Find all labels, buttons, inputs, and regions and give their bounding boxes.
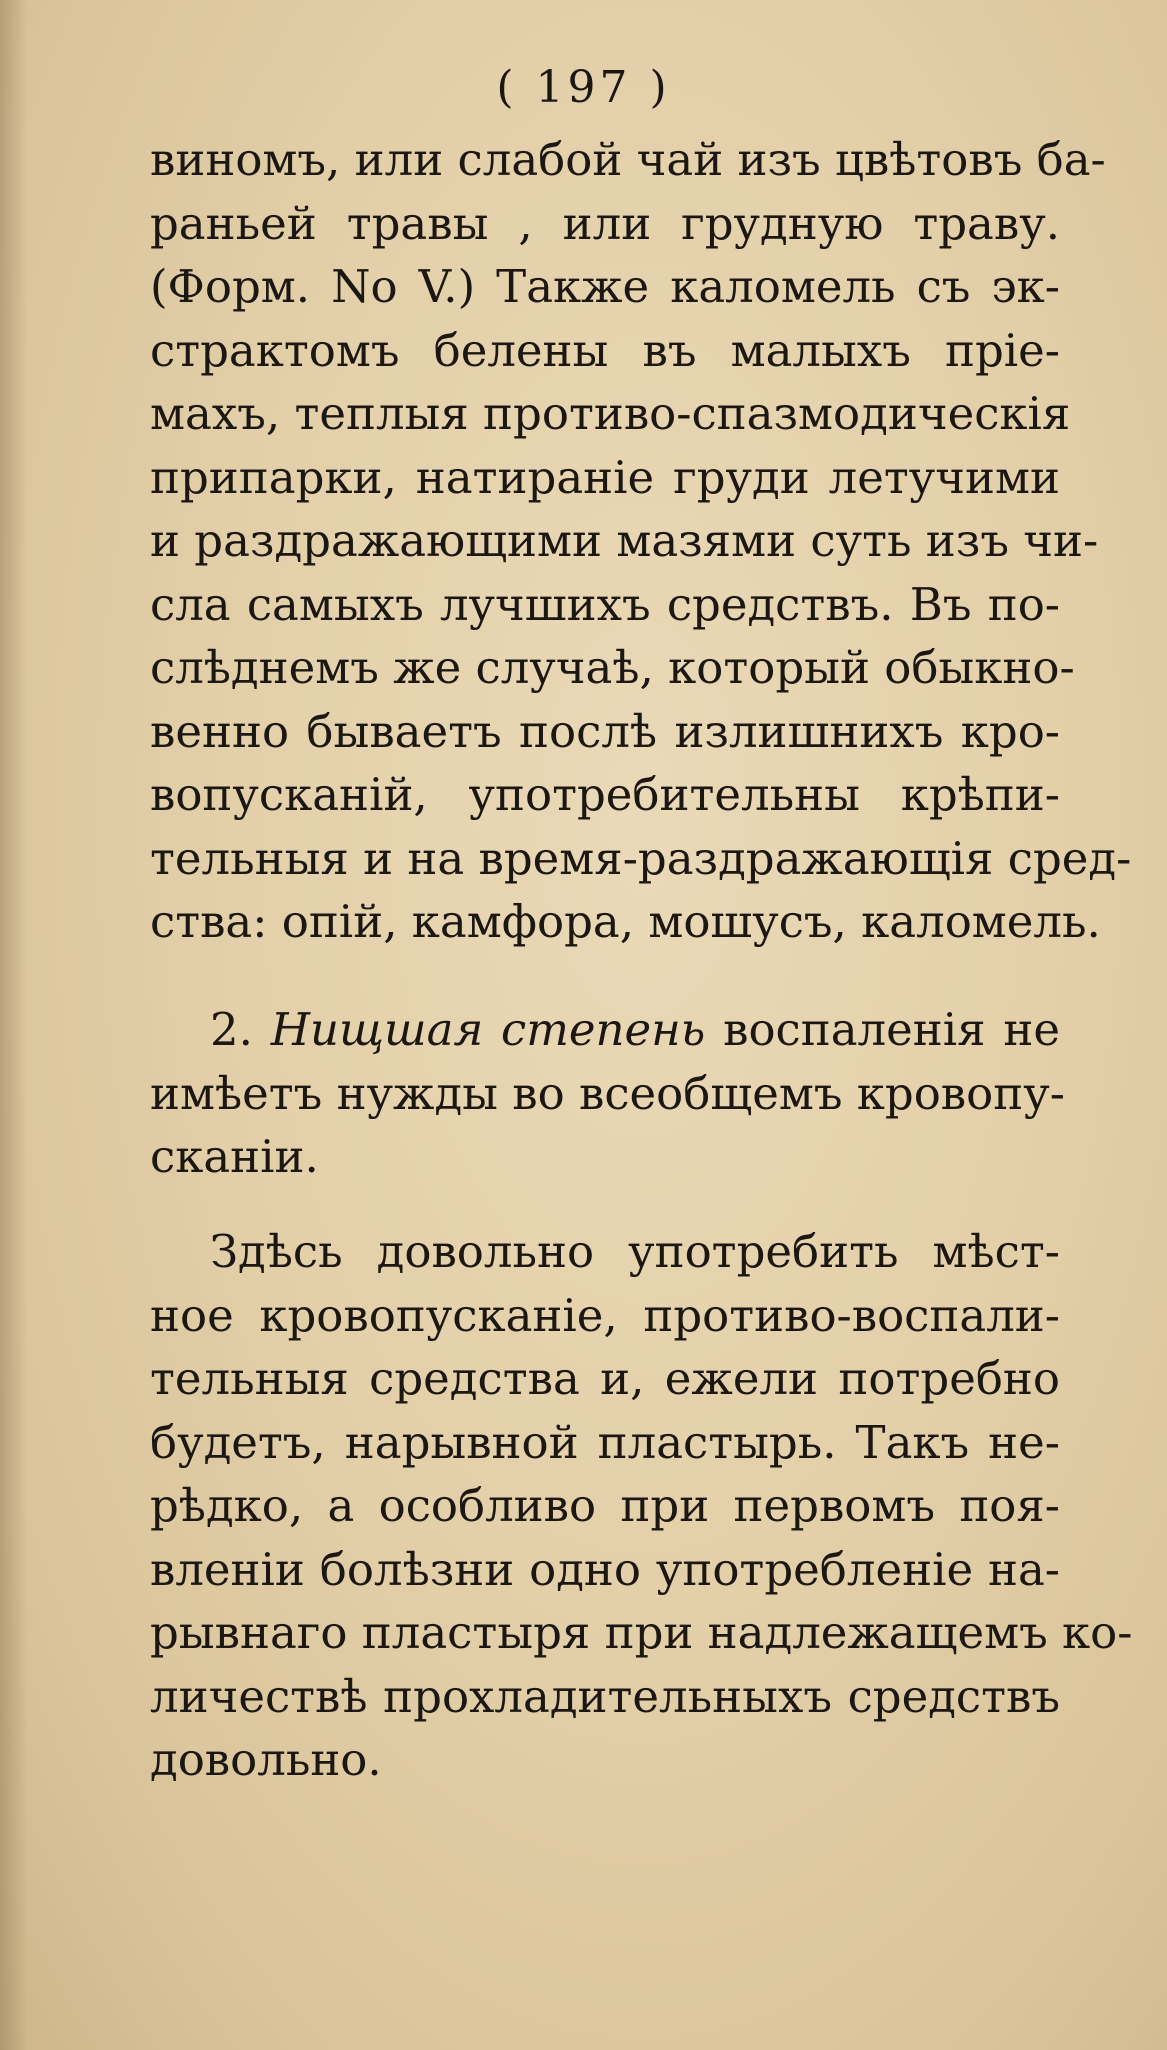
text-line: тельныя средства и, ежели потребно: [150, 1352, 1060, 1405]
paragraph-3: [150, 1220, 1133, 1792]
text-line: имѣетъ нужды во всеобщемъ кровопу-: [150, 1066, 1065, 1120]
text-line: и раздражающими мазями суть изъ чи-: [150, 514, 1099, 567]
text-line: вленiи болѣзни одно употребленiе на-: [150, 1542, 1060, 1596]
text-line: личествѣ прохладительныхъ средствъ: [150, 1669, 1060, 1723]
text-line: припарки, натиранiе груди летучими: [150, 450, 1060, 504]
section-heading-rest: воспаленiя не: [723, 1003, 1060, 1056]
text-line: сла самыхъ лучшихъ средствъ. Въ по-: [150, 577, 1060, 631]
page-number: ( 197 ): [496, 62, 671, 113]
section-number: 2.: [210, 1003, 253, 1056]
text-line: виномъ, или слабой чай изъ цвѣтовъ ба-: [150, 133, 1106, 186]
text-line: рѣдко, а особливо при первомъ поя-: [150, 1479, 1060, 1532]
text-line: страктомъ белены въ малыхъ прiе-: [150, 323, 1060, 377]
text-line: Здѣсь довольно употребить мѣст-: [210, 1225, 1060, 1278]
text-line: будетъ, нарывной пластырь. Такъ не-: [150, 1415, 1060, 1469]
section-heading-line: [150, 998, 1060, 1062]
text-line: венно бываетъ послѣ излишнихъ кро-: [150, 704, 1060, 758]
paragraph-2: [150, 998, 1065, 1189]
page-edge-shadow: [0, 0, 28, 2050]
text-line: довольно.: [150, 1733, 382, 1786]
text-line: ства: опiй, камфора, мошусъ, каломель.: [150, 895, 1101, 948]
text-line: ное кровопусканiе, противо-воспали-: [150, 1288, 1060, 1342]
text-line: слѣднемъ же случаѣ, который обыкно-: [150, 641, 1075, 694]
text-line: раньей травы , или грудную траву.: [150, 196, 1060, 250]
paragraph-1: [150, 128, 1132, 954]
text-line: тельныя и на время-раздражающiя сред-: [150, 831, 1132, 885]
text-line: махъ, теплыя противо-спазмодическiя: [150, 387, 1071, 440]
section-term: Нищшая степень: [270, 1003, 706, 1056]
text-line: вопусканiй, употребительны крѣпи-: [150, 768, 1060, 821]
text-line: рывнаго пластыря при надлежащемъ ко-: [150, 1606, 1133, 1659]
text-line: (Форм. No V.) Также каломель съ эк-: [150, 260, 1060, 313]
text-line: сканiи.: [150, 1130, 319, 1183]
